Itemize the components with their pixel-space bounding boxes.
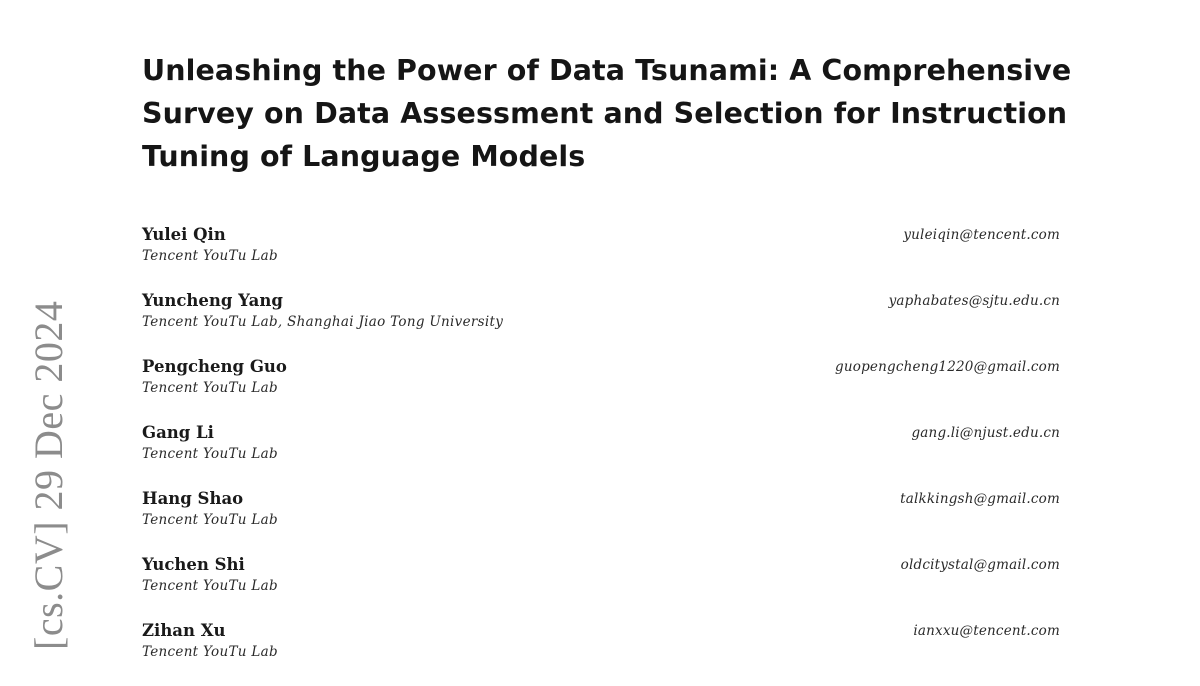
author-name: Yuncheng Yang [142,291,283,310]
author-email[interactable]: oldcitystal@gmail.com [900,557,1060,573]
author-affiliation: Tencent YouTu Lab, Shanghai Jiao Tong University [142,314,504,330]
author-name: Yulei Qin [142,225,226,244]
author-affiliation: Tencent YouTu Lab [142,446,278,462]
arxiv-stamp [24,300,74,650]
author-entry [142,422,1060,488]
author-email[interactable]: yaphabates@sjtu.edu.cn [888,293,1060,309]
arxiv-stamp-text: [cs.CV] 29 Dec 2024 [26,300,71,650]
author-entry [142,224,1060,290]
author-name: Zihan Xu [142,621,226,640]
author-entry [142,356,1060,422]
author-email[interactable]: ianxxu@tencent.com [913,623,1060,639]
author-email[interactable]: gang.li@njust.edu.cn [911,425,1060,441]
author-name: Gang Li [142,423,214,442]
author-entry [142,554,1060,620]
author-affiliation: Tencent YouTu Lab [142,248,278,264]
author-name: Yuchen Shi [142,555,245,574]
author-name: Pengcheng Guo [142,357,287,376]
author-affiliation: Tencent YouTu Lab [142,512,278,528]
author-name: Hang Shao [142,489,244,508]
author-email[interactable]: talkkingsh@gmail.com [900,491,1060,507]
author-list [142,224,1060,686]
author-email[interactable]: guopengcheng1220@gmail.com [835,359,1060,375]
author-affiliation: Tencent YouTu Lab [142,380,278,396]
author-entry [142,290,1060,356]
author-affiliation: Tencent YouTu Lab [142,644,278,660]
author-affiliation: Tencent YouTu Lab [142,578,278,594]
author-entry [142,488,1060,554]
author-email[interactable]: yuleiqin@tencent.com [903,227,1060,243]
author-entry [142,620,1060,686]
paper-title: Unleashing the Power of Data Tsunami: A Comprehensive Survey on Data Assessment and Selection for Instruction Tuning of Language Models [142,54,1072,173]
